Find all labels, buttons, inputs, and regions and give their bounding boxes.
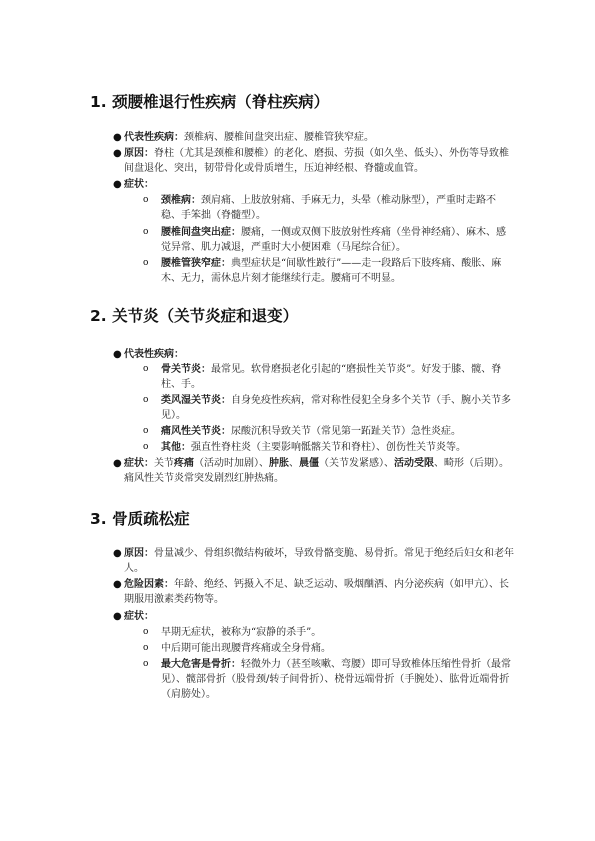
circle-bullet: o (143, 395, 149, 405)
disc-bullet: ● (113, 458, 122, 469)
circle-bullet: o (143, 364, 149, 374)
disc-bullet: ● (113, 611, 122, 622)
sub-list-item: 腰椎间盘突出症：腰痛，一侧或双侧下肢放射性疼痛（坐骨神经痛）、麻木、感觉异常、肌力减退，严重时大小便困难（马尾综合征）。 (161, 227, 506, 253)
sub-list-item: 中后期可能出现腰背疼痛或全身骨痛。 (161, 643, 331, 654)
disc-bullet: ● (113, 132, 122, 143)
disc-bullet: ● (113, 179, 122, 190)
section-heading-2: 2. 关节炎（关节炎症和退变） (90, 307, 299, 325)
disc-bullet: ● (113, 548, 122, 559)
sub-list-item: 其他：强直性脊柱炎（主要影响骶髂关节和脊柱）、创伤性关节炎等。 (161, 442, 466, 453)
circle-bullet: o (143, 627, 149, 637)
section-heading-1: 1. 颈腰椎退行性疾病（脊柱疾病） (90, 93, 330, 111)
list-item: 症状： (124, 611, 154, 622)
sub-list-item: 最大危害是骨折：轻微外力（甚至咳嗽、弯腰）即可导致椎体压缩性骨折（最常见）、髋部骨折（股骨颈/转子间骨折）、桡骨远端骨折（手腕处）、肱骨近端骨折（肩膀处）。 (161, 659, 511, 700)
circle-bullet: o (143, 426, 149, 436)
list-item: 代表性疾病：颈椎病、腰椎间盘突出症、腰椎管狭窄症。 (124, 132, 374, 143)
sub-list-item: 骨关节炎：最常见。软骨磨损老化引起的“磨损性关节炎”。好发于膝、髋、脊柱、手。 (161, 364, 502, 390)
list-item-symptoms: 症状：关节疼痛（活动时加剧）、肿胀、晨僵（关节发紧感）、活动受限、畸形（后期）。痛风性关节炎常突发剧烈红肿热痛。 (124, 458, 509, 484)
list-item: 原因：脊柱（尤其是颈椎和腰椎）的老化、磨损、劳损（如久坐、低头）、外伤等导致椎间盘退化、突出，韧带骨化或骨质增生，压迫神经根、脊髓或血管。 (124, 148, 509, 174)
sub-list-item: 腰椎管狭窄症：典型症状是“间歇性跛行”——走一段路后下肢疼痛、酸胀、麻木、无力，需休息片刻才能继续行走。腰痛可不明显。 (161, 258, 502, 284)
disc-bullet: ● (113, 579, 122, 590)
circle-bullet: o (143, 227, 149, 237)
sub-list-item: 早期无症状，被称为“寂静的杀手”。 (161, 627, 322, 638)
list-item: 症状： (124, 179, 154, 190)
list-item: 危险因素：年龄、绝经、钙摄入不足、缺乏运动、吸烟酗酒、内分泌疾病（如甲亢）、长期服用激素类药物等。 (124, 579, 509, 605)
circle-bullet: o (143, 195, 149, 205)
circle-bullet: o (143, 258, 149, 268)
disc-bullet: ● (113, 349, 122, 360)
sub-list-item: 颈椎病：颈肩痛、上肢放射痛、手麻无力，头晕（椎动脉型），严重时走路不稳、手笨拙（脊髓型）。 (161, 195, 496, 221)
circle-bullet: o (143, 442, 149, 452)
disc-bullet: ● (113, 148, 122, 159)
list-item: 代表性疾病： (124, 349, 184, 360)
list-item: 原因：骨量减少、骨组织微结构破坏，导致骨骼变脆、易骨折。常见于绝经后妇女和老年人。 (124, 548, 514, 574)
sub-list-item: 痛风性关节炎：尿酸沉积导致关节（常见第一跖趾关节）急性炎症。 (161, 426, 461, 437)
section-heading-3: 3. 骨质疏松症 (90, 510, 190, 528)
sub-list-item: 类风湿关节炎：自身免疫性疾病，常对称性侵犯全身多个关节（手、腕小关节多见）。 (161, 395, 511, 421)
circle-bullet: o (143, 643, 149, 653)
circle-bullet: o (143, 659, 149, 669)
